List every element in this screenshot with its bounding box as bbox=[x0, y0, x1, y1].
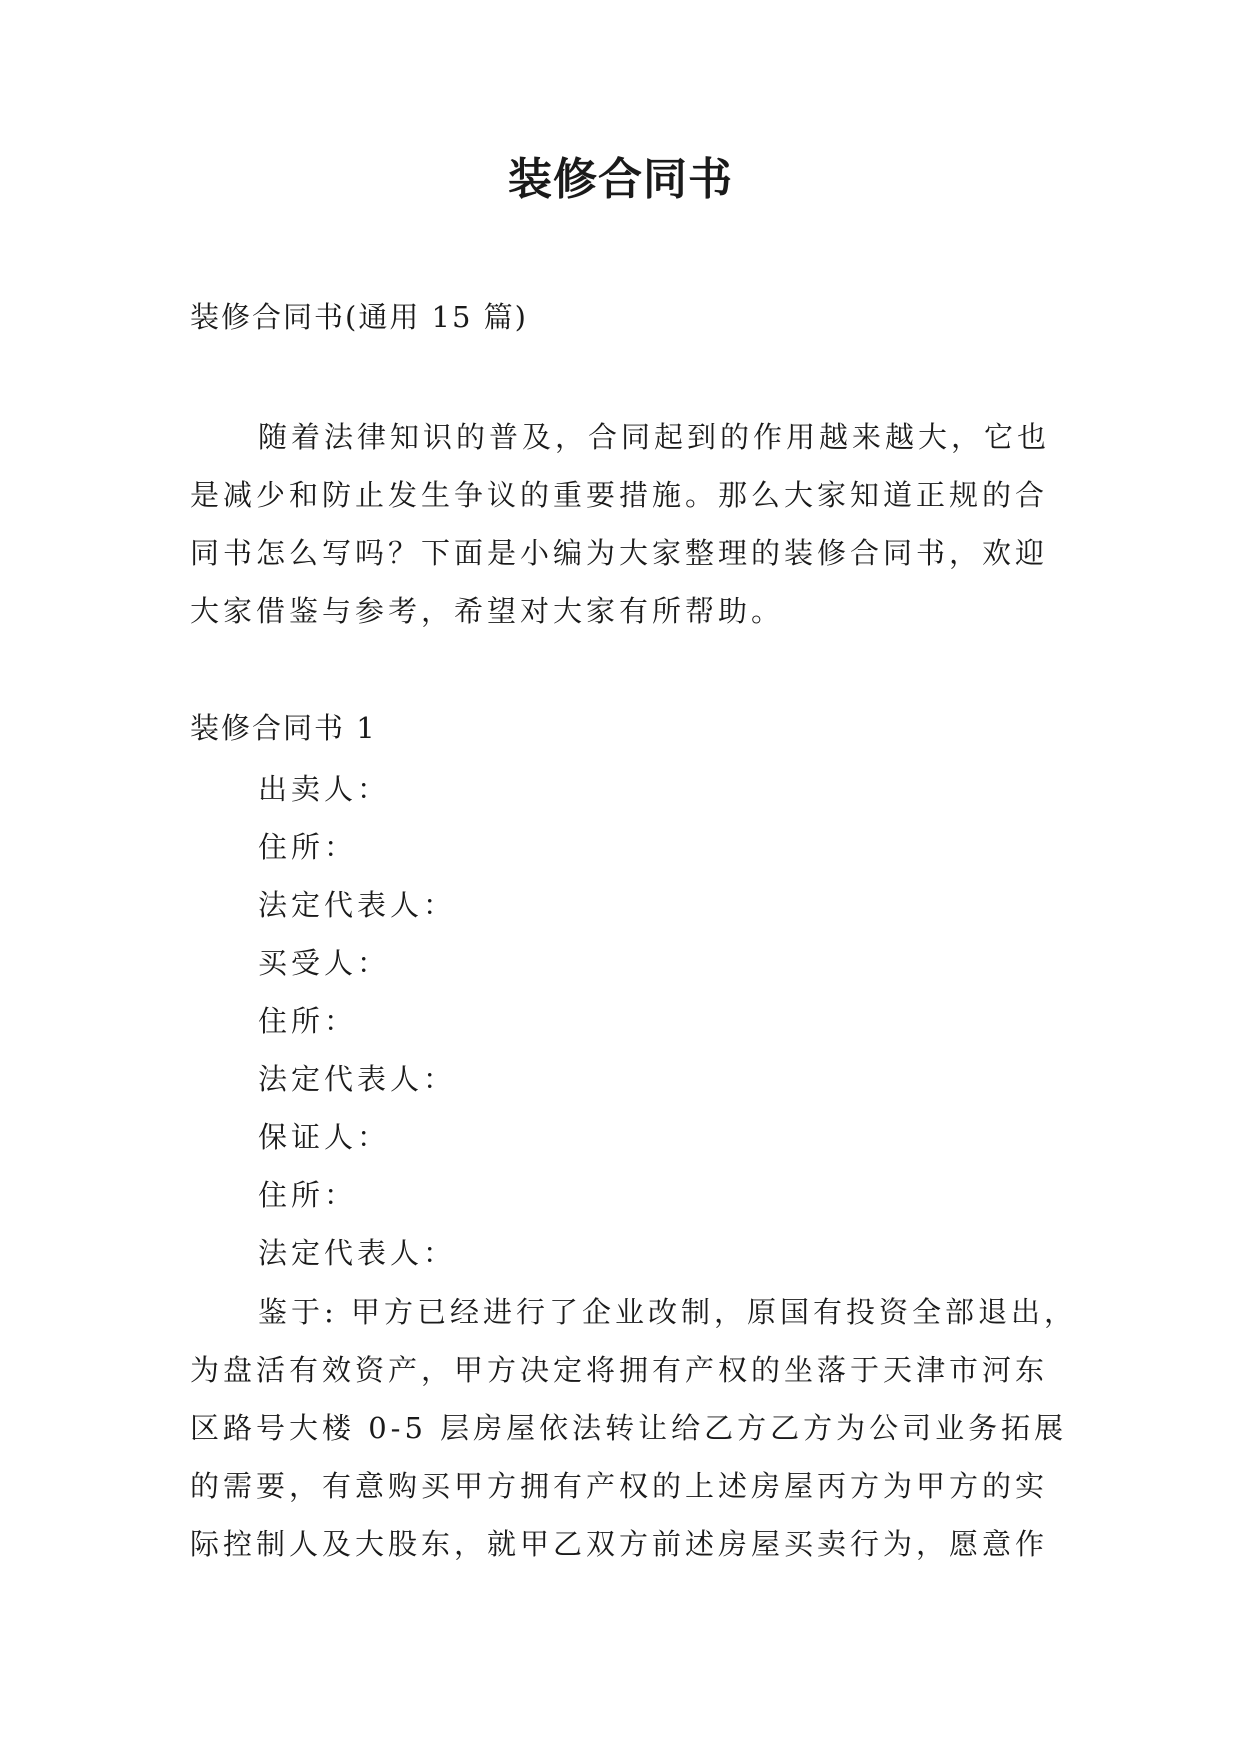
field-guarantor-representative: 法定代表人： bbox=[258, 1236, 457, 1270]
field-guarantor-address: 住所： bbox=[258, 1178, 358, 1212]
document-subtitle: 装修合同书(通用 15 篇) bbox=[190, 300, 528, 334]
section-heading: 装修合同书 1 bbox=[190, 711, 377, 745]
body-line: 鉴于: 甲方已经进行了企业改制，原国有投资全部退出， bbox=[258, 1295, 1077, 1329]
field-seller: 出卖人： bbox=[258, 772, 391, 806]
field-buyer-representative: 法定代表人： bbox=[258, 1062, 457, 1096]
body-paragraph bbox=[190, 1283, 1077, 1573]
intro-paragraph bbox=[190, 408, 1058, 640]
field-seller-address: 住所： bbox=[258, 830, 358, 864]
field-buyer-address: 住所： bbox=[258, 1004, 358, 1038]
field-buyer: 买受人： bbox=[258, 946, 391, 980]
field-seller-representative: 法定代表人： bbox=[258, 888, 457, 922]
intro-line: 同书怎么写吗？下面是小编为大家整理的装修合同书，欢迎 bbox=[190, 536, 1049, 570]
intro-line: 大家借鉴与参考，希望对大家有所帮助。 bbox=[190, 594, 785, 628]
intro-line: 随着法律知识的普及，合同起到的作用越来越大，它也 bbox=[258, 420, 1051, 454]
body-line: 际控制人及大股东，就甲乙双方前述房屋买卖行为，愿意作 bbox=[190, 1527, 1049, 1561]
body-line: 区路号大楼 0-5 层房屋依法转让给乙方乙方为公司业务拓展 bbox=[190, 1411, 1068, 1445]
intro-line: 是减少和防止发生争议的重要措施。那么大家知道正规的合 bbox=[190, 478, 1049, 512]
document-title: 装修合同书 bbox=[508, 154, 733, 205]
body-line: 的需要，有意购买甲方拥有产权的上述房屋丙方为甲方的实 bbox=[190, 1469, 1049, 1503]
party-fields bbox=[258, 760, 456, 1282]
field-guarantor: 保证人： bbox=[258, 1120, 391, 1154]
body-line: 为盘活有效资产，甲方决定将拥有产权的坐落于天津市河东 bbox=[190, 1353, 1049, 1387]
